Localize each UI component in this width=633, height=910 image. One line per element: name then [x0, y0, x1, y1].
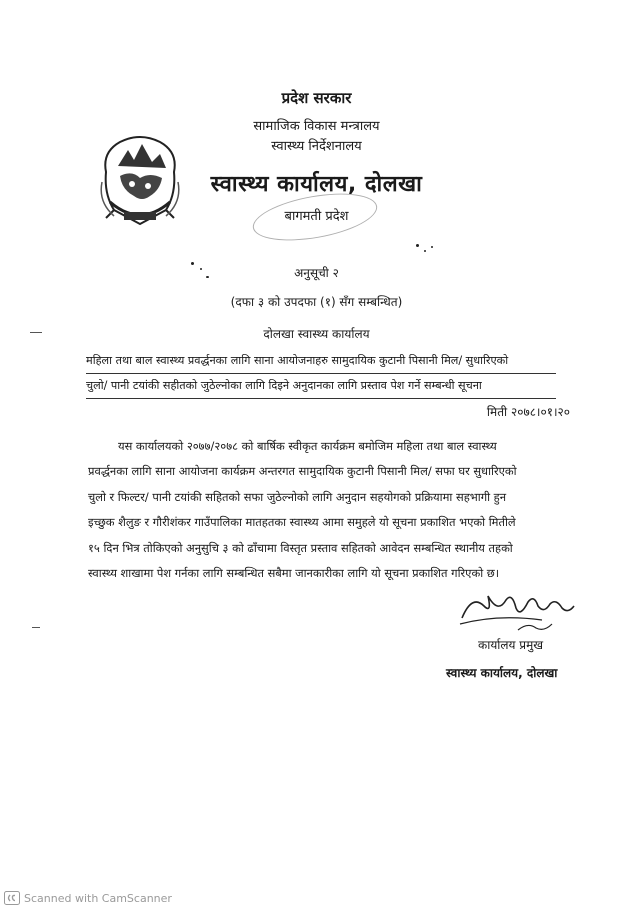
directorate-heading: स्वास्थ्य निर्देशनालय: [271, 139, 362, 154]
scan-speck: [200, 268, 202, 270]
scan-speck: [431, 246, 433, 248]
ministry-heading: सामाजिक विकास मन्त्रालय: [253, 119, 380, 134]
camscanner-logo-icon: [4, 891, 20, 905]
annex-label: अनुसूची २: [294, 266, 339, 280]
subject-line: चुलो/ पानी टयांकी सहीतको जुठेल्नोका लागि दिइने अनुदानका लागि प्रस्ताव पेश गर्ने सम्बन्धी सूचना: [86, 374, 556, 399]
scanner-watermark: Scanned with CamScanner: [24, 892, 172, 905]
body-line: इच्छुक शैलुङ र गौरीशंकर गाउँपालिका मातहतका स्वास्थ्य आमा समुहले यो सूचना प्रकाशित भएको मितीले: [88, 515, 516, 530]
scan-margin-mark: [30, 332, 42, 333]
government-heading: प्रदेश सरकार: [281, 89, 352, 107]
subject-heading: [86, 349, 556, 399]
scan-speck: [191, 262, 194, 265]
signatory-office: स्वास्थ्य कार्यालय, दोलखा: [446, 666, 558, 680]
subject-line: महिला तथा बाल स्वास्थ्य प्रवर्द्धनका लागि साना आयोजनाहरु सामुदायिक कुटानी पिसानी मिल/ सुधारिएको: [86, 349, 556, 374]
scan-speck: [416, 244, 419, 247]
notice-body: [88, 434, 586, 586]
body-line: स्वास्थ्य शाखामा पेश गर्नका लागि सम्बन्धित सबैमा जानकारीका लागि यो सूचना प्रकाशित गरिएको छ।: [88, 566, 500, 581]
body-line: प्रवर्द्धनका लागि साना आयोजना कार्यक्रम अन्तरगत सामुदायिक कुटानी पिसानी मिल/ सफा घर सुधारिएको: [88, 464, 517, 479]
signatory-title: कार्यालय प्रमुख: [478, 638, 544, 652]
scan-speck: [424, 250, 426, 252]
province-heading: बागमती प्रदेश: [284, 209, 349, 224]
issuing-office: दोलखा स्वास्थ्य कार्यालय: [263, 327, 370, 341]
scan-margin-mark: [32, 627, 40, 628]
handwritten-signature: [458, 584, 578, 634]
notice-date: मिती २०७८।०१।२०: [486, 405, 570, 419]
body-line: चुलो र फिल्टर/ पानी टयांकी सहितको सफा जुठेल्नोको लागि अनुदान सहयोगको प्रक्रियामा सहभागी हुन: [88, 489, 507, 504]
body-line: यस कार्यालयको २०७७/२०७८ को बार्षिक स्वीकृत कार्यक्रम बमोजिम महिला तथा बाल स्वास्थ्य: [118, 439, 497, 453]
office-title: स्वास्थ्य कार्यालय, दोलखा: [210, 172, 423, 197]
scan-speck: [206, 276, 209, 278]
body-line: १५ दिन भित्र तोकिएको अनुसुचि ३ को ढाँचामा विस्तृत प्रस्ताव सहितको आवेदन सम्बन्धित स्थानीय तहको: [88, 540, 513, 555]
reference-clause: (दफा ३ को उपदफा (१) सँग सम्बन्धित): [230, 295, 403, 309]
